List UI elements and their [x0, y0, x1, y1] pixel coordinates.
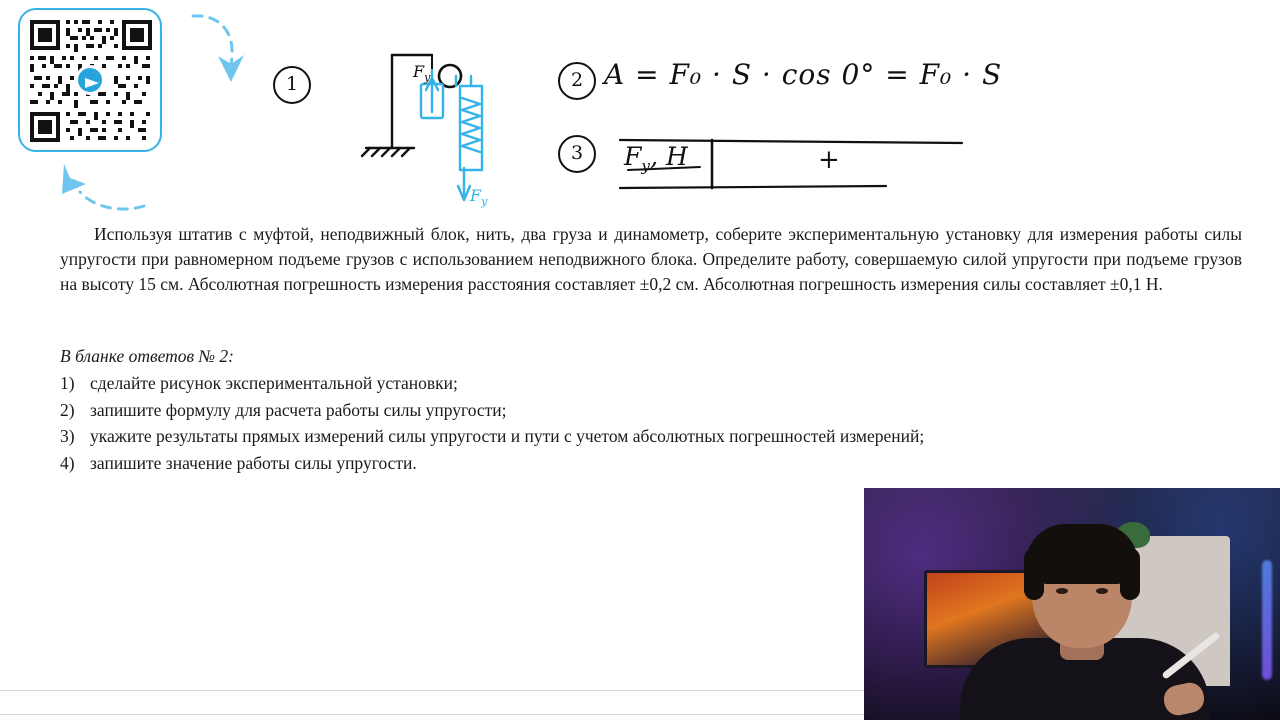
list-item [60, 450, 1160, 477]
list-item-text: запишите формулу для расчета работы силы упругости; [90, 399, 507, 420]
background-led-strip [1262, 560, 1272, 680]
presenter-hair-right [1120, 548, 1140, 600]
list-item-number: 2) [60, 399, 75, 420]
list-item [60, 423, 1160, 450]
hand-label-force-weight: $F_у$ [470, 186, 488, 209]
handwritten-diagram [0, 0, 1280, 215]
webcam-overlay[interactable] [864, 488, 1280, 720]
list-item-number: 1) [60, 373, 75, 393]
task-requirements-list [60, 370, 1160, 476]
list-item-text: укажите результаты прямых измерений силы упругости и пути с учетом абсолютных погрешностей измерений; [90, 426, 925, 447]
hand-table-header-force: $F_у$, Н [624, 142, 688, 175]
task-text: Используя штатив с муфтой, неподвижный блок, нить, два груза и динамометр, соберите экспериментальную установку для измерения работы силы упругости при равномерном подъеме грузов с использованием неподвижного блока. Определите работу, совершаемую силой упругости при подъеме грузов на высоту 15 см. Абсолютная погрешность измерения расстояния составляет ±0,2 см. Абсолютная погрешность измерения силы составляет ±0,1 Н. [60, 224, 1242, 294]
telegram-icon [75, 65, 105, 95]
arrow-down-icon [185, 10, 255, 95]
answer-sheet-heading: В бланке ответов № 2: [60, 346, 234, 366]
presenter-eye-left [1056, 588, 1068, 594]
list-item [60, 370, 1160, 397]
list-item [60, 397, 1160, 424]
hand-step-3-marker: 3 [558, 135, 596, 173]
presenter-hair-left [1024, 548, 1044, 600]
presenter-eye-right [1096, 588, 1108, 594]
hand-step-1-marker: 1 [273, 66, 311, 104]
list-item-number: 3) [60, 426, 75, 447]
telegram-qr-code[interactable] [18, 8, 162, 152]
hand-table-cell-plus: + [818, 145, 840, 175]
hand-step-2-marker: 2 [558, 62, 596, 100]
hand-formula: A = F₀ · S · cos 0° = F₀ · S [604, 58, 1003, 91]
task-paragraph [60, 222, 1242, 297]
list-item-text: запишите значение работы силы упругости. [90, 452, 417, 473]
list-item-number: 4) [60, 452, 75, 473]
arrow-up-left-icon [52, 160, 152, 215]
hand-label-force-stand: $F_у$ [413, 62, 431, 85]
list-item-text: сделайте рисунок экспериментальной установки; [90, 373, 458, 393]
